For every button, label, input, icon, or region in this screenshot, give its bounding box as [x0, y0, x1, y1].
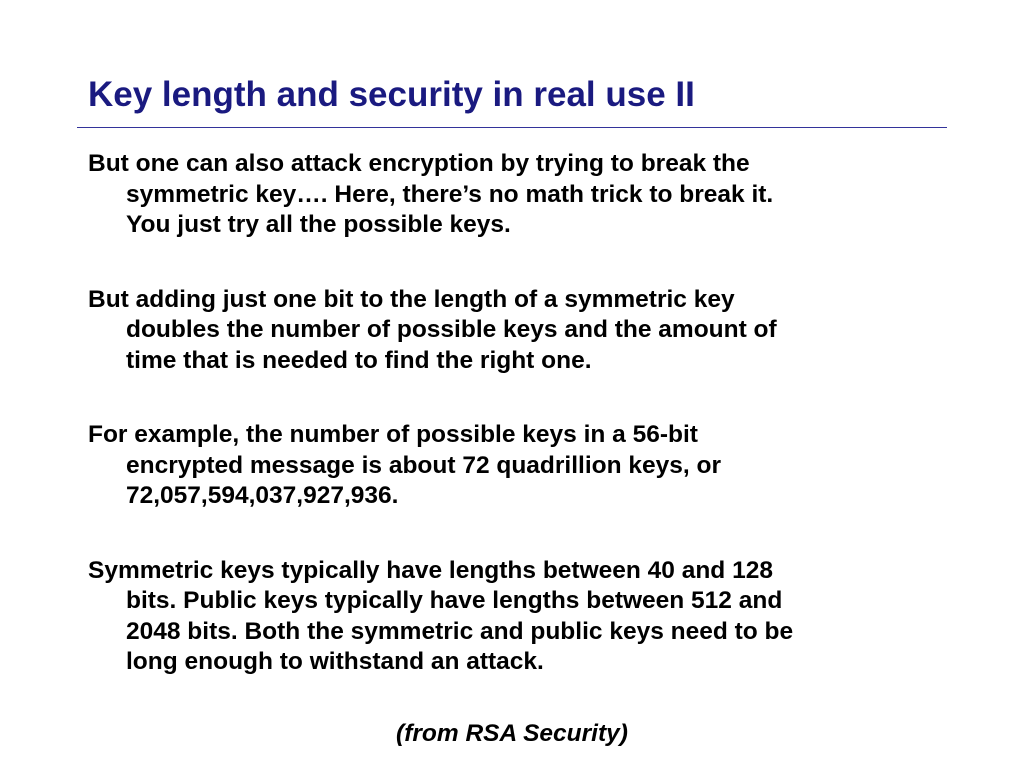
- title-divider: [77, 127, 947, 128]
- slide-title: Key length and security in real use II: [88, 75, 695, 114]
- body-paragraph: For example, the number of possible keys in a 56-bit encrypted message is about 72 quadrillion keys, or 72,057,594,037,927,936.: [88, 421, 722, 509]
- body-paragraph: But one can also attack encryption by trying to break the symmetric key…. Here, there’s no math trick to break it. You just try all the possible keys.: [88, 150, 774, 238]
- source-attribution: (from RSA Security): [396, 720, 628, 747]
- body-paragraph: Symmetric keys typically have lengths between 40 and 128 bits. Public keys typically have lengths between 512 and 2048 bits. Both the symmetric and public keys need to be long enough to withstand an attack.: [88, 556, 794, 675]
- body-paragraph: But adding just one bit to the length of a symmetric key doubles the number of possible keys and the amount of time that is needed to find the right one.: [88, 285, 777, 374]
- slide-body: [88, 149, 918, 678]
